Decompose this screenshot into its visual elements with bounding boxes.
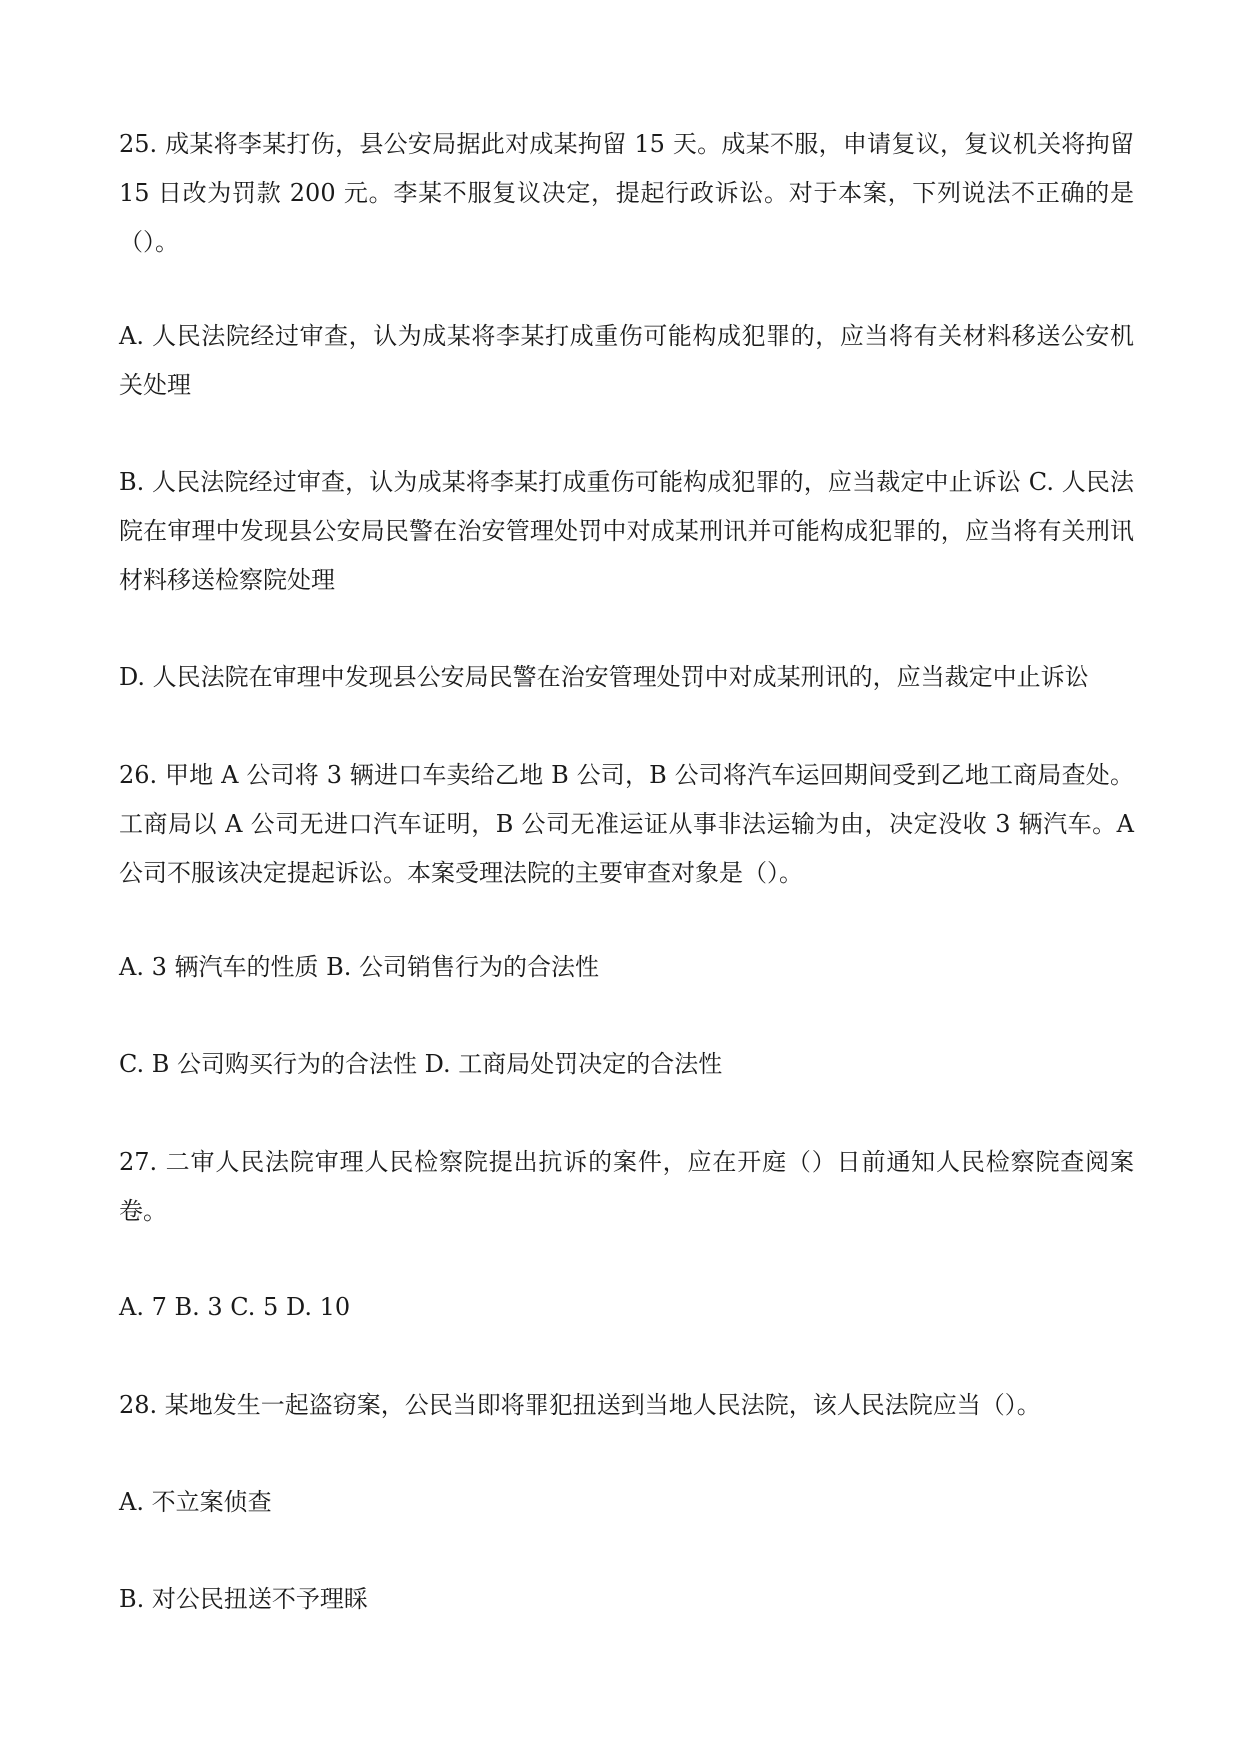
question-27: 27. 二审人民法院审理人民检察院提出抗诉的案件，应在开庭（）日前通知人民检察院查阅案卷。 xyxy=(119,1148,1134,1225)
question-28-option-b: B. 对公民扭送不予理睬 xyxy=(119,1585,368,1613)
question-25: 25. 成某将李某打伤，县公安局据此对成某拘留 15 天。成某不服，申请复议，复议机关将拘留 15 日改为罚款 200 元。李某不服复议决定，提起行政诉讼。对于本案，下列说法不正确的是（）。 xyxy=(119,130,1134,256)
question-26-options-a-b: A. 3 辆汽车的性质 B. 公司销售行为的合法性 xyxy=(119,953,600,981)
question-27-options: A. 7 B. 3 C. 5 D. 10 xyxy=(119,1293,351,1321)
question-26-options-c-d: C. B 公司购买行为的合法性 D. 工商局处罚决定的合法性 xyxy=(119,1050,723,1078)
question-25-option-b-c: B. 人民法院经过审查，认为成某将李某打成重伤可能构成犯罪的，应当裁定中止诉讼 C. 人民法院在审理中发现县公安局民警在治安管理处罚中对成某刑讯并可能构成犯罪的，应当将有关刑讯材料移送检察院处理 xyxy=(119,468,1134,594)
question-26: 26. 甲地 A 公司将 3 辆进口车卖给乙地 B 公司，B 公司将汽车运回期间受到乙地工商局查处。工商局以 A 公司无进口汽车证明，B 公司无准运证从事非法运输为由，决定没收 3 辆汽车。A 公司不服该决定提起诉讼。本案受理法院的主要审查对象是（）。 xyxy=(119,761,1134,887)
question-25-option-a: A. 人民法院经过审查，认为成某将李某打成重伤可能构成犯罪的，应当将有关材料移送公安机关处理 xyxy=(119,322,1134,399)
question-25-option-d: D. 人民法院在审理中发现县公安局民警在治安管理处罚中对成某刑讯的，应当裁定中止诉讼 xyxy=(119,663,1089,691)
question-28: 28. 某地发生一起盗窃案，公民当即将罪犯扭送到当地人民法院，该人民法院应当（）。 xyxy=(119,1391,1041,1419)
question-28-option-a: A. 不立案侦查 xyxy=(119,1488,272,1516)
